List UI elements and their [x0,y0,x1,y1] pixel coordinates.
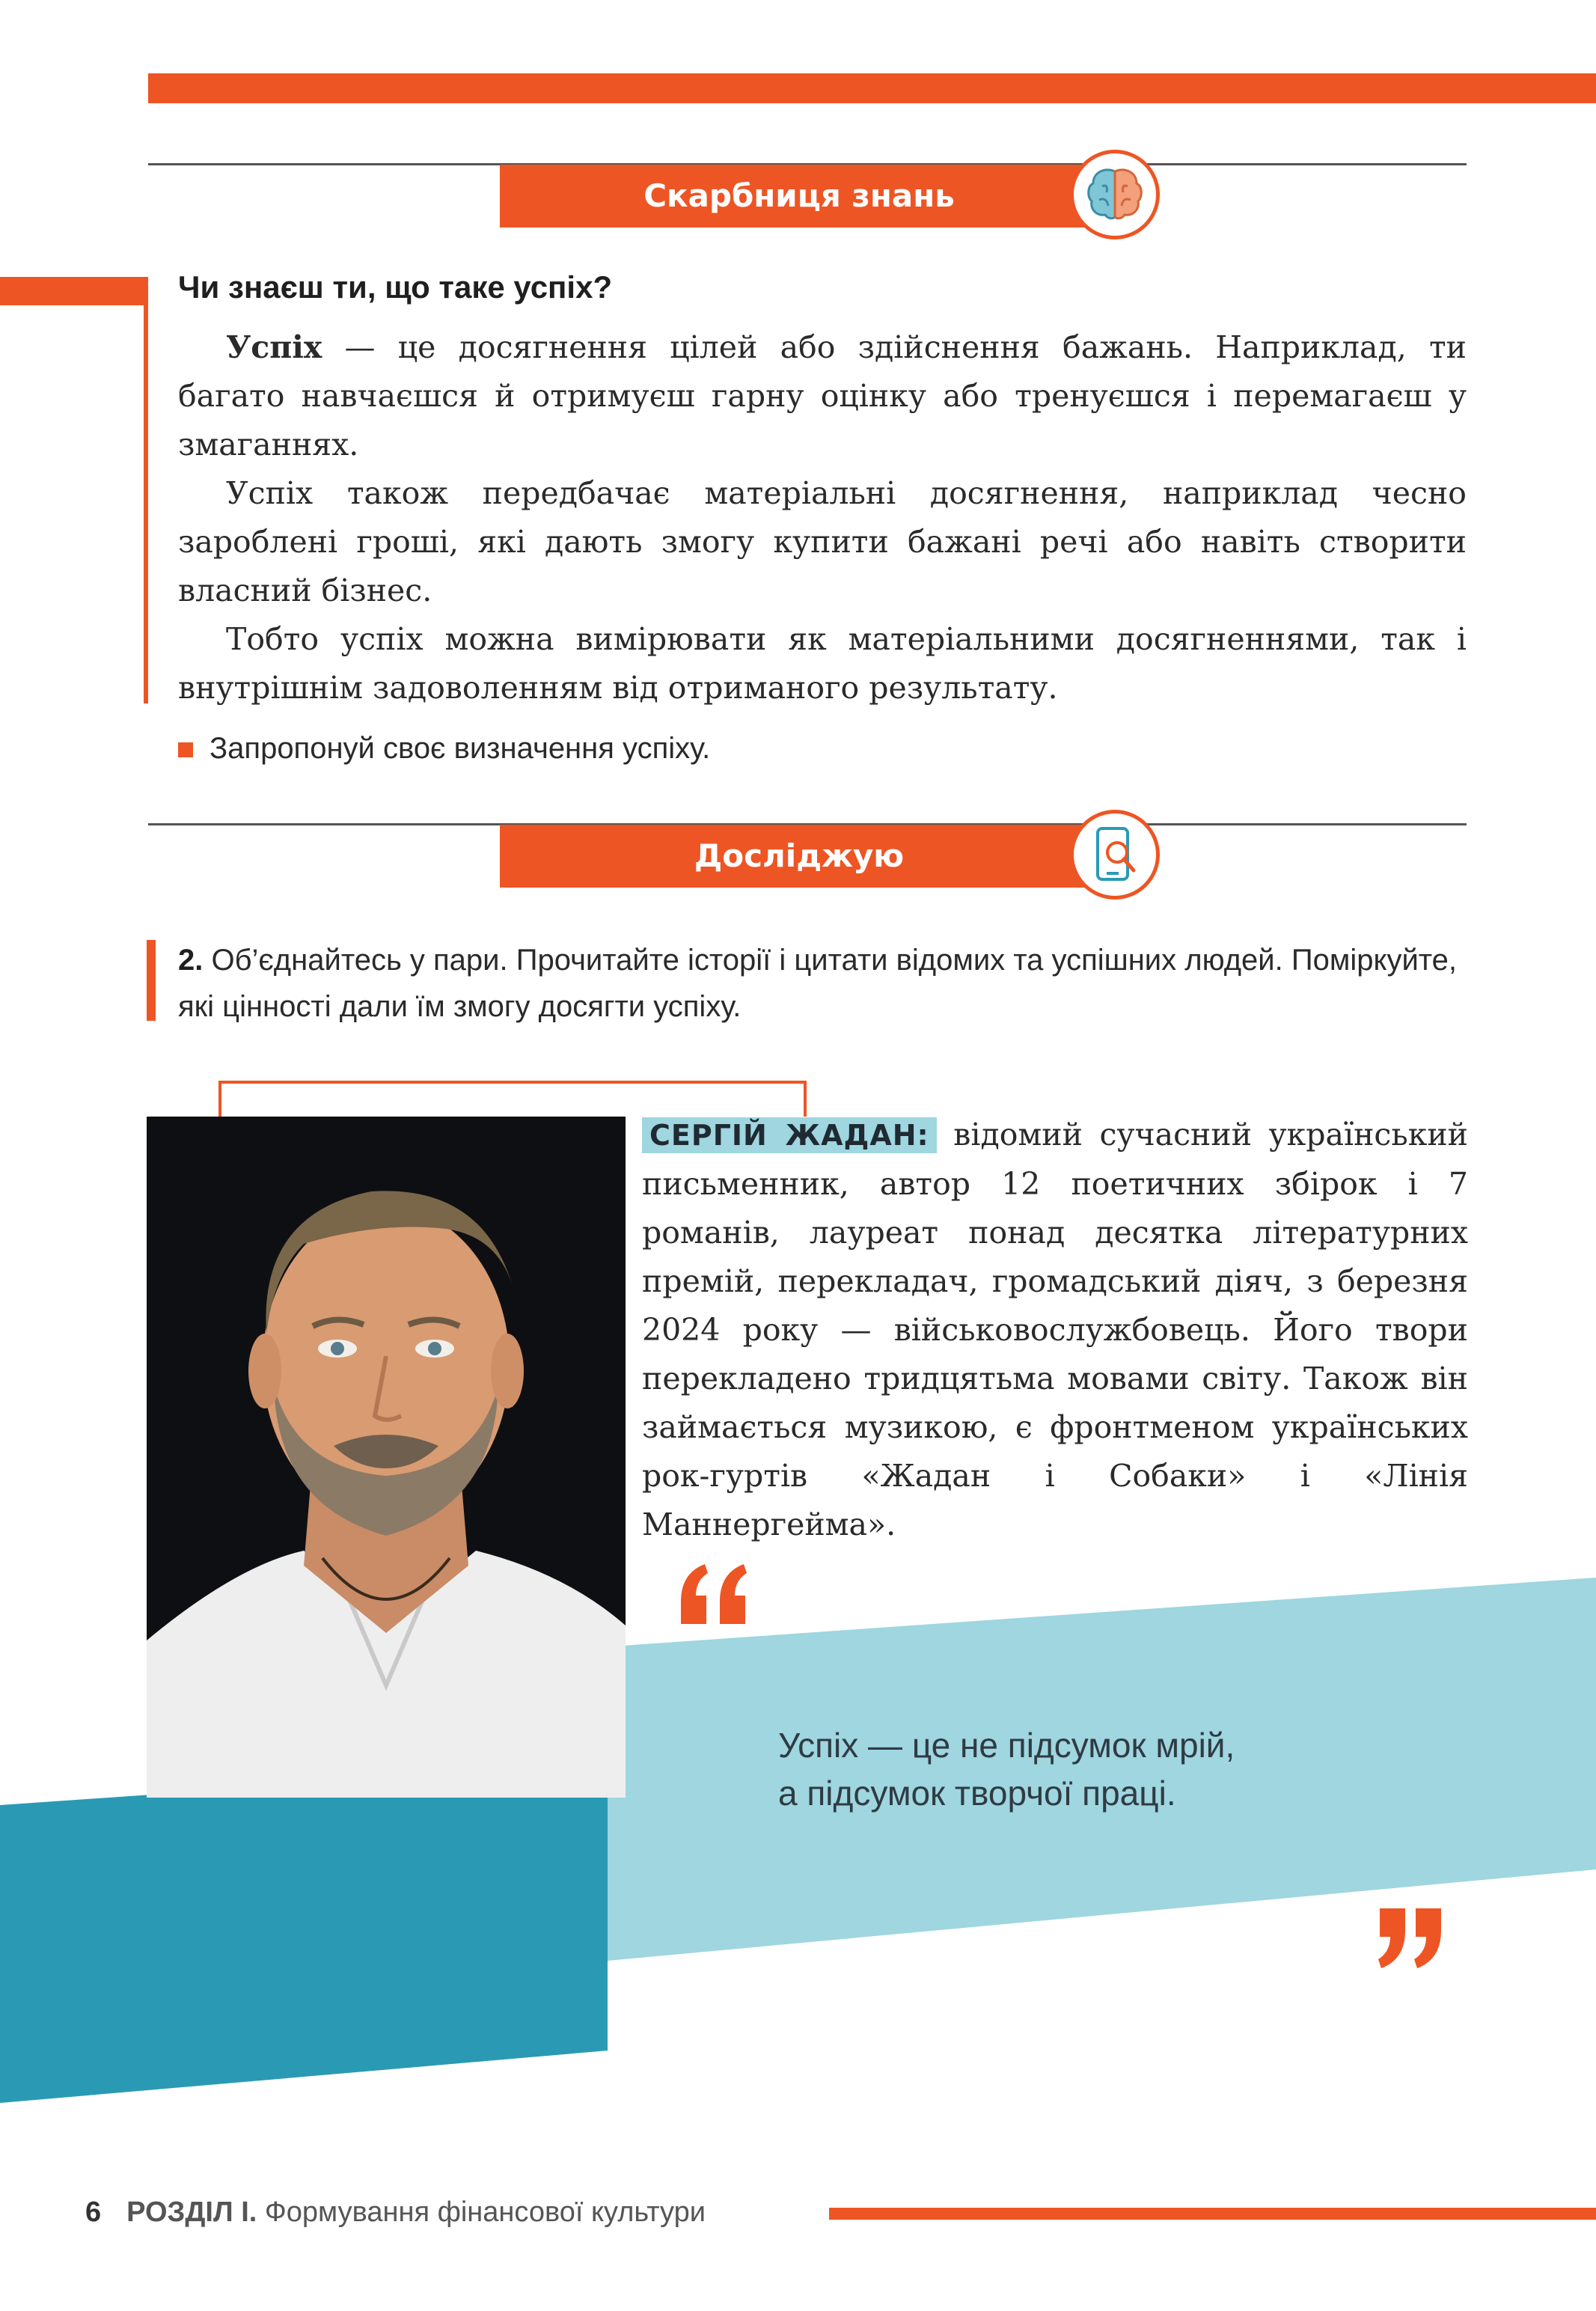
portrait-photo [147,1117,626,1798]
brain-icon [1070,150,1160,239]
quote-panel-dark [0,1763,608,2103]
footer-accent-bar [829,2208,1596,2220]
person-name-tag: СЕРГІЙ ЖАДАН: [642,1117,937,1153]
footer-title: Формування фінансової культури [257,2196,706,2228]
top-accent-bar [148,73,1596,103]
knowledge-task [178,732,710,766]
knowledge-paragraph-1 [178,323,1467,469]
bio-text [642,1111,1468,1549]
knowledge-question: Чи знаєш ти, що таке успіх? [178,269,613,305]
quote-open-icon [673,1557,756,1631]
task-number: 2. [178,944,204,977]
knowledge-paragraph-2: Успіх також передбачає матеріальні досягнення, наприклад чесно зароблені гроші, які дають змогу купити бажані речі або навіть створити власний бізнес. [178,475,1467,608]
task-marker [147,940,156,1021]
section-title-knowledge: Скарбниця знань [500,165,1098,228]
quote-line-1: Успіх — це не підсумок мрій, [778,1726,1235,1765]
page-footer [85,2196,706,2229]
term-success: Успіх [226,329,322,365]
knowledge-box-border [144,277,148,703]
task-2-text: Об’єднайтесь у пари. Прочитайте історії і цитати відомих та успішних людей. Поміркуйте, які цінності дали їм змогу досягти успіху. [178,944,1458,1023]
knowledge-text [178,323,1467,712]
knowledge-paragraph-3: Тобто успіх можна вимірювати як матеріальними досягненнями, так і внутрішнім задоволенням від отриманого результату. [178,621,1467,706]
page-number: 6 [85,2196,102,2228]
task-2 [178,937,1480,1030]
quote-text [778,1721,1452,1817]
bio-description: відомий сучасний український письменник, автор 12 поетичних збірок і 7 романів, лауреат понад десятка літературних премій, перекладач, громадський діяч, з березня 2024 року — військовослужбовець. Його твори перекладено тридцятьма мовами світу. Також він займається музикою, є фронтменом українських рок-гуртів «Жадан і Собаки» і «Лінія Маннергейма». [642,1117,1468,1542]
section-title-research: Досліджую [500,825,1098,888]
bullet-square-icon [178,742,193,757]
phone-search-icon [1070,810,1160,900]
quote-close-icon [1369,1901,1452,1976]
bio-block [642,1111,1468,1549]
knowledge-paragraph-1-text: — це досягнення цілей або здійснення бажань. Наприклад, ти багато навчаєшся й отримуєш гарну оцінку або тренуєшся і перемагаєш у змаганнях. [178,329,1467,462]
knowledge-task-text: Запропонуй своє визначення успіху. [210,732,711,765]
knowledge-box-marker [0,277,148,305]
footer-section: РОЗДІЛ І. [126,2196,257,2228]
quote-line-2: а підсумок творчої праці. [778,1774,1176,1813]
